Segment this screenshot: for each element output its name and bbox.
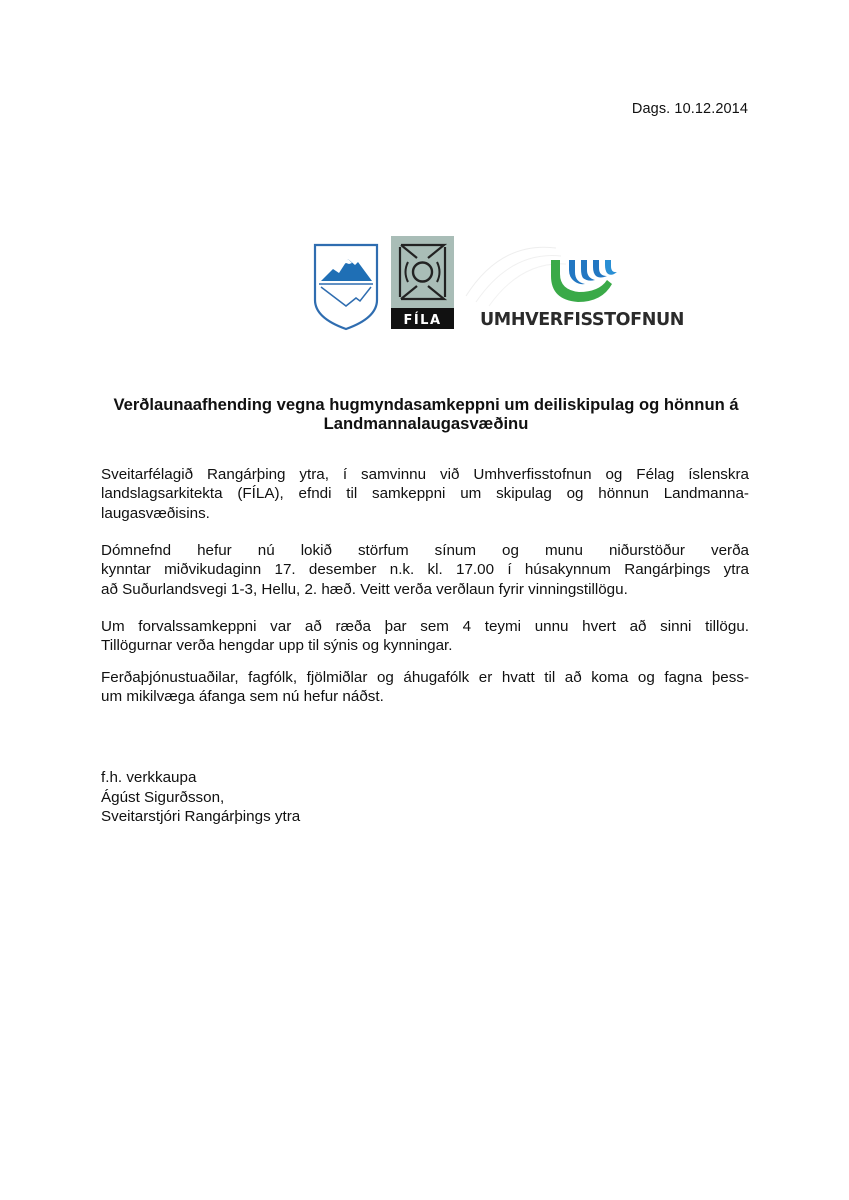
umhverfisstofnun-emblem-icon: [461, 236, 691, 311]
paragraph-line: Ferðaþjónustuaðilar, fagfólk, fjölmiðlar og áhugafólk er hvatt til að koma og fagna þess-: [101, 669, 749, 686]
paragraph-competition-teams: [101, 617, 749, 656]
paragraph-jury-results: [101, 541, 749, 599]
paragraph-announcement: [101, 465, 749, 523]
paragraph-line: Dómnefnd hefur nú lokið störfum sínum og munu niðurstöður verða: [101, 542, 749, 559]
paragraph-line: kynntar miðvikudaginn 17. desember n.k. kl. 17.00 í húsakynnum Rangárþings ytra: [101, 561, 749, 579]
paragraph-line: landslagsarkitekta (FÍLA), efndi til samkeppni um skipulag og hönnun Landmanna-: [101, 485, 749, 503]
paragraph-line: Sveitarfélagið Rangárþing ytra, í samvinnu við Umhverfisstofnun og Félag íslenskra: [101, 466, 749, 483]
fila-logo: [391, 236, 454, 329]
paragraph-line: að Suðurlandsvegi 1-3, Hellu, 2. hæð. Veitt verða verðlaun fyrir vinningstillögu.: [101, 580, 628, 598]
title-line: Verðlaunaafhending vegna hugmyndasamkeppni um deiliskipulag og hönnun á: [113, 395, 739, 414]
title-line: Landmannalaugasvæðinu: [323, 413, 529, 433]
document-title: [95, 396, 757, 433]
document-date: Dags. 10.12.2014: [631, 101, 748, 117]
signature-name: Ágúst Sigurðsson,: [101, 788, 225, 806]
logo-row: [311, 236, 691, 336]
signature-block: [101, 768, 300, 827]
signature-line: f.h. verkkaupa: [101, 769, 197, 786]
paragraph-line: Um forvalssamkeppni var að ræða þar sem 4 teymi unnu hvert að sinni tillögu.: [101, 618, 749, 635]
signature-title: Sveitarstjóri Rangárþings ytra: [101, 808, 301, 826]
paragraph-line: um mikilvæga áfanga sem nú hefur náðst.: [101, 688, 384, 706]
paragraph-line: Tillögurnar verða hengdar upp til sýnis og kynningar.: [101, 637, 453, 655]
rangarthing-coat-of-arms-logo: [311, 242, 381, 332]
paragraph-line: laugasvæðisins.: [101, 504, 210, 522]
fila-logo-label: FÍLA: [403, 313, 442, 328]
umhverfisstofnun-wordmark: UMHVERFISSTOFNUN: [480, 310, 685, 330]
umhverfisstofnun-logo: [461, 236, 691, 336]
paragraph-invitation: [101, 668, 749, 707]
